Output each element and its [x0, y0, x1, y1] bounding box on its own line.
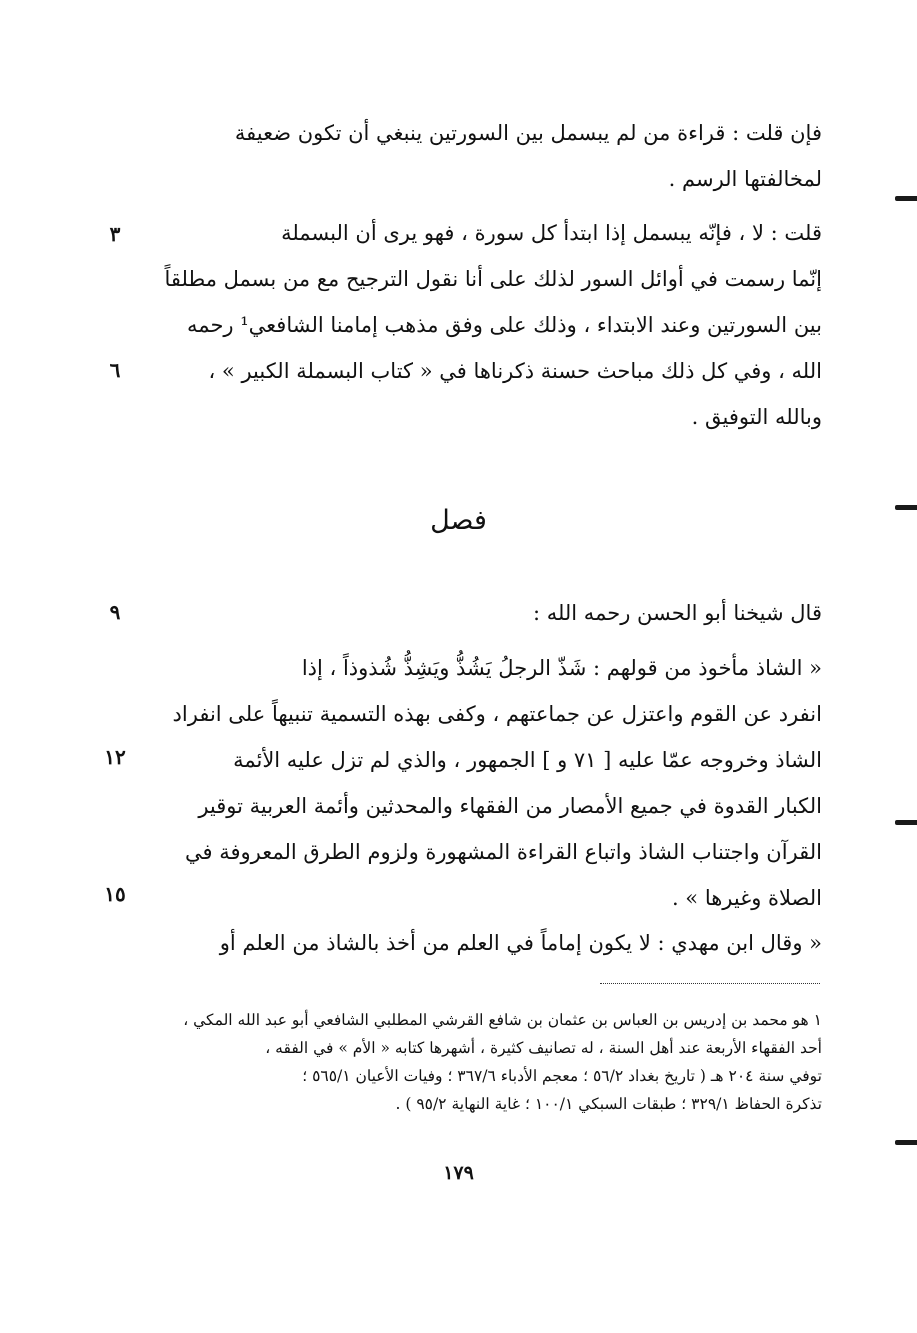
section-heading: فصل [430, 505, 487, 536]
text-line: وبالله التوفيق . [691, 405, 822, 429]
footnote-separator [600, 983, 820, 984]
paragraph-ibn-mahdi [150, 920, 822, 966]
margin-mark [895, 1140, 917, 1145]
margin-mark [895, 820, 917, 825]
text-line: قال شيخنا أبو الحسن رحمه الله : [532, 601, 822, 625]
text-line: إنّما رسمت في أوائل السور لذلك على أنا نقول الترجيح مع من بسمل مطلقاً [164, 267, 822, 291]
footnote-line: تذكرة الحفاظ ٣٢٩/١ ؛ طبقات السبكي ١٠٠/١ ؛ غاية النهاية ٩٥/٢ ) . [395, 1095, 822, 1113]
paragraph-intro [150, 590, 822, 636]
text-line: الشاذ وخروجه عمّا عليه [ ٧١ و ] الجمهور ، والذي لم تزل عليه الأئمة [233, 748, 822, 772]
text-line: بين السورتين وعند الابتداء ، وذلك على وفق مذهب إمامنا الشافعي¹ رحمه [187, 313, 822, 337]
text-line: « الشاذ مأخوذ من قولهم : شَذّ الرجلُ يَشُذُّ ويَشِذُّ شُذوذاً ، إذا [301, 656, 822, 680]
footnote-line: ١ هو محمد بن إدريس بن العباس بن عثمان بن شافع القرشي المطلبي الشافعي أبو عبد الله المكي ، [183, 1011, 822, 1029]
text-line: انفرد عن القوم واعتزل عن جماعتهم ، وكفى بهذه التسمية تنبيهاً على انفراد [172, 702, 822, 726]
line-number: ١٢ [104, 745, 126, 769]
line-number: ١٥ [104, 882, 126, 906]
line-number: ٩ [109, 600, 121, 624]
line-number: ٣ [109, 222, 121, 246]
footnote-line: توفي سنة ٢٠٤ هـ ( تاريخ بغداد ٥٦/٢ ؛ معجم الأدباء ٣٦٧/٦ ؛ وفيات الأعيان ٥٦٥/١ ؛ [302, 1067, 822, 1085]
line-number: ٦ [109, 358, 121, 382]
footnote [150, 1006, 822, 1118]
margin-mark [895, 505, 917, 510]
paragraph-objection [150, 110, 822, 202]
paragraph-quote-shadh [150, 645, 822, 921]
text-line: قلت : لا ، فإنّه يبسمل إذا ابتدأ كل سورة ، فهو يرى أن البسملة [281, 221, 822, 245]
text-line: فإن قلت : قراءة من لم يبسمل بين السورتين ينبغي أن تكون ضعيفة [234, 121, 822, 145]
page-number: ١٧٩ [443, 1162, 474, 1184]
text-line: الكبار القدوة في جميع الأمصار من الفقهاء والمحدثين وأئمة العربية توقير [198, 794, 822, 818]
text-line: الله ، وفي كل ذلك مباحث حسنة ذكرناها في « كتاب البسملة الكبير » ، [208, 359, 822, 383]
margin-mark [895, 196, 917, 201]
text-line: الصلاة وغيرها » . [671, 886, 822, 910]
text-line: لمخالفتها الرسم . [668, 167, 822, 191]
paragraph-answer [150, 210, 822, 440]
text-line: القرآن واجتناب الشاذ واتباع القراءة المشهورة ولزوم الطرق المعروفة في [185, 840, 822, 864]
text-line: « وقال ابن مهدي : لا يكون إماماً في العلم من أخذ بالشاذ من العلم أو [219, 931, 822, 955]
footnote-line: أحد الفقهاء الأربعة عند أهل السنة ، له تصانيف كثيرة ، أشهرها كتابه « الأم » في الفقه ، [265, 1039, 822, 1057]
